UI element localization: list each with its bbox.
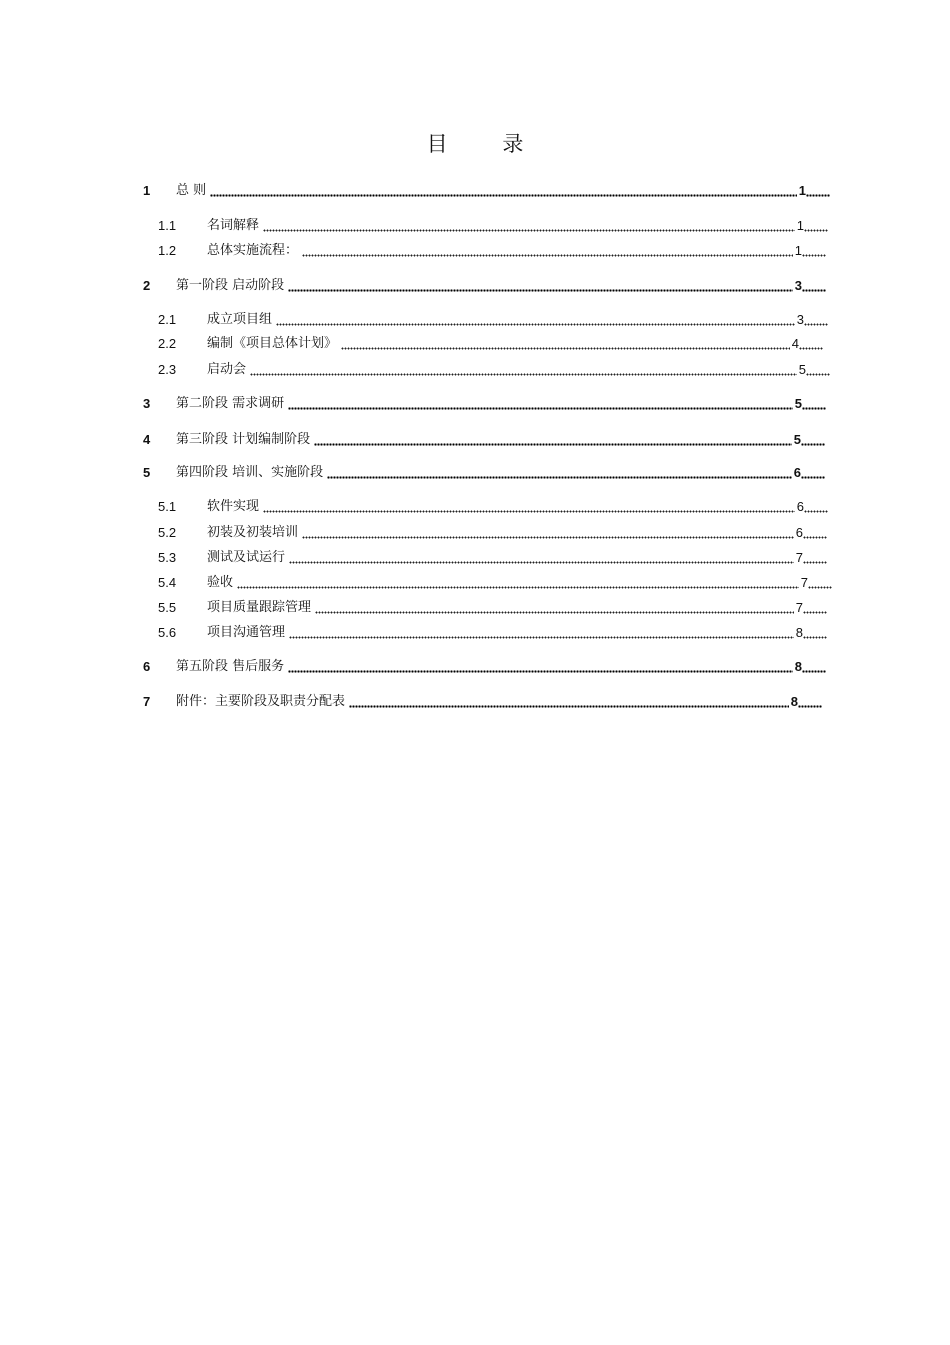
toc-entry-title: 测试及试运行 bbox=[207, 550, 286, 565]
toc-dot-leader bbox=[327, 465, 792, 479]
toc-dot-leader bbox=[263, 218, 795, 232]
toc-entry-page-number: 1 bbox=[796, 218, 804, 233]
toc-dot-leader bbox=[315, 600, 794, 614]
toc-entry-number: 5.6 bbox=[158, 625, 177, 640]
toc-dot-leader-tail bbox=[806, 362, 830, 376]
toc-entry-title: 总 则 bbox=[176, 183, 207, 198]
toc-entry-page-number: 6 bbox=[793, 465, 801, 480]
toc-dot-leader-tail bbox=[803, 625, 827, 639]
toc-dot-leader bbox=[276, 312, 795, 326]
toc-entry-title: 项目质量跟踪管理 bbox=[207, 600, 312, 615]
toc-entry[interactable] bbox=[158, 242, 826, 260]
toc-dot-leader-tail bbox=[801, 432, 825, 446]
toc-entry-number: 6 bbox=[143, 659, 151, 674]
toc-entry-number: 4 bbox=[143, 432, 151, 447]
toc-entry[interactable] bbox=[143, 693, 822, 711]
toc-dot-leader-tail bbox=[804, 312, 828, 326]
toc-dot-leader bbox=[289, 625, 794, 639]
toc-entry-title: 启动会 bbox=[207, 362, 247, 377]
toc-dot-leader bbox=[341, 336, 790, 350]
toc-dot-leader-tail bbox=[802, 278, 826, 292]
toc-entry-page-number: 4 bbox=[791, 336, 799, 351]
toc-entry[interactable] bbox=[158, 311, 828, 329]
toc-dot-leader-tail bbox=[804, 499, 828, 513]
toc-dot-leader bbox=[237, 575, 799, 589]
toc-dot-leader-tail bbox=[808, 575, 832, 589]
toc-entry-number: 5.5 bbox=[158, 600, 177, 615]
toc-dot-leader bbox=[288, 396, 793, 410]
toc-dot-leader-tail bbox=[798, 694, 822, 708]
toc-entry-title: 附件：主要阶段及职责分配表 bbox=[176, 694, 346, 709]
toc-entry-page-number: 3 bbox=[794, 278, 802, 293]
toc-entry[interactable] bbox=[143, 182, 830, 200]
toc-entry-page-number: 1 bbox=[798, 183, 806, 198]
toc-entry-number: 2.3 bbox=[158, 362, 177, 377]
toc-entry-title: 软件实现 bbox=[207, 499, 260, 514]
toc-entry-title: 第五阶段 售后服务 bbox=[176, 659, 285, 674]
toc-entry-number: 5.1 bbox=[158, 499, 177, 514]
toc-entry-number: 5.4 bbox=[158, 575, 177, 590]
toc-entry-page-number: 8 bbox=[795, 625, 803, 640]
toc-entry[interactable] bbox=[158, 549, 827, 567]
toc-entry-title: 初装及初装培训 bbox=[207, 525, 299, 540]
toc-entry-page-number: 7 bbox=[795, 550, 803, 565]
toc-entry[interactable] bbox=[158, 574, 832, 592]
toc-entry[interactable] bbox=[143, 658, 826, 676]
toc-entry-title: 成立项目组 bbox=[207, 312, 273, 327]
toc-dot-leader-tail bbox=[802, 659, 826, 673]
toc-entry-title: 第二阶段 需求调研 bbox=[176, 396, 285, 411]
toc-dot-leader bbox=[302, 243, 793, 257]
toc-dot-leader bbox=[314, 432, 792, 446]
toc-entry-number: 7 bbox=[143, 694, 151, 709]
toc-entry-title: 第一阶段 启动阶段 bbox=[176, 278, 285, 293]
toc-dot-leader bbox=[288, 278, 793, 292]
toc-entry-title: 名词解释 bbox=[207, 218, 260, 233]
toc-dot-leader bbox=[289, 550, 794, 564]
toc-entry-number: 1.2 bbox=[158, 243, 177, 258]
toc-entry-page-number: 5 bbox=[798, 362, 806, 377]
toc-entry-title: 总体实施流程： bbox=[207, 243, 299, 258]
toc-entry-number: 1 bbox=[143, 183, 151, 198]
toc-entry-title: 第三阶段 计划编制阶段 bbox=[176, 432, 311, 447]
toc-entry-page-number: 7 bbox=[800, 575, 808, 590]
toc-dot-leader-tail bbox=[801, 465, 825, 479]
toc-dot-leader bbox=[349, 694, 789, 708]
toc-dot-leader-tail bbox=[803, 550, 827, 564]
toc-entry[interactable] bbox=[158, 498, 828, 516]
toc-entry[interactable] bbox=[143, 464, 825, 482]
toc-dot-leader bbox=[302, 525, 794, 539]
toc-dot-leader bbox=[250, 362, 797, 376]
toc-entry[interactable] bbox=[143, 277, 826, 295]
toc-entry-number: 5.3 bbox=[158, 550, 177, 565]
toc-entry-number: 5.2 bbox=[158, 525, 177, 540]
toc-entry[interactable] bbox=[158, 524, 827, 542]
toc-entry-number: 2 bbox=[143, 278, 151, 293]
toc-entry-title: 项目沟通管理 bbox=[207, 625, 286, 640]
toc-dot-leader-tail bbox=[802, 243, 826, 257]
toc-dot-leader-tail bbox=[804, 218, 828, 232]
toc-entry[interactable] bbox=[158, 217, 828, 235]
toc-entry[interactable] bbox=[158, 624, 827, 642]
toc-entry-number: 2.2 bbox=[158, 336, 177, 351]
toc-dot-leader-tail bbox=[803, 600, 827, 614]
toc-entry-number: 1.1 bbox=[158, 218, 177, 233]
toc-entry[interactable] bbox=[158, 361, 830, 379]
toc-entry-page-number: 8 bbox=[790, 694, 798, 709]
toc-dot-leader-tail bbox=[802, 396, 826, 410]
toc-dot-leader bbox=[210, 183, 797, 197]
toc-dot-leader-tail bbox=[806, 183, 830, 197]
toc-entry-page-number: 7 bbox=[795, 600, 803, 615]
toc-entry[interactable] bbox=[158, 335, 823, 353]
toc-entry[interactable] bbox=[143, 431, 825, 449]
toc-entry-page-number: 5 bbox=[793, 432, 801, 447]
toc-entry[interactable] bbox=[143, 395, 826, 413]
toc-entry-number: 5 bbox=[143, 465, 151, 480]
toc-entry-page-number: 6 bbox=[796, 499, 804, 514]
toc-entry-number: 3 bbox=[143, 396, 151, 411]
toc-dot-leader-tail bbox=[803, 525, 827, 539]
toc-dot-leader bbox=[288, 659, 793, 673]
toc-entry-page-number: 3 bbox=[796, 312, 804, 327]
toc-entry-page-number: 5 bbox=[794, 396, 802, 411]
toc-entry-title: 第四阶段 培训、实施阶段 bbox=[176, 465, 324, 480]
toc-dot-leader bbox=[263, 499, 795, 513]
toc-title: 目 录 bbox=[426, 132, 548, 156]
toc-entry-page-number: 8 bbox=[794, 659, 802, 674]
toc-entry[interactable] bbox=[158, 599, 827, 617]
toc-entry-number: 2.1 bbox=[158, 312, 177, 327]
toc-entry-title: 验收 bbox=[207, 575, 234, 590]
toc-dot-leader-tail bbox=[799, 336, 823, 350]
toc-entry-page-number: 6 bbox=[795, 525, 803, 540]
toc-entry-page-number: 1 bbox=[794, 243, 802, 258]
toc-entry-title: 编制《项目总体计划》 bbox=[207, 336, 338, 351]
